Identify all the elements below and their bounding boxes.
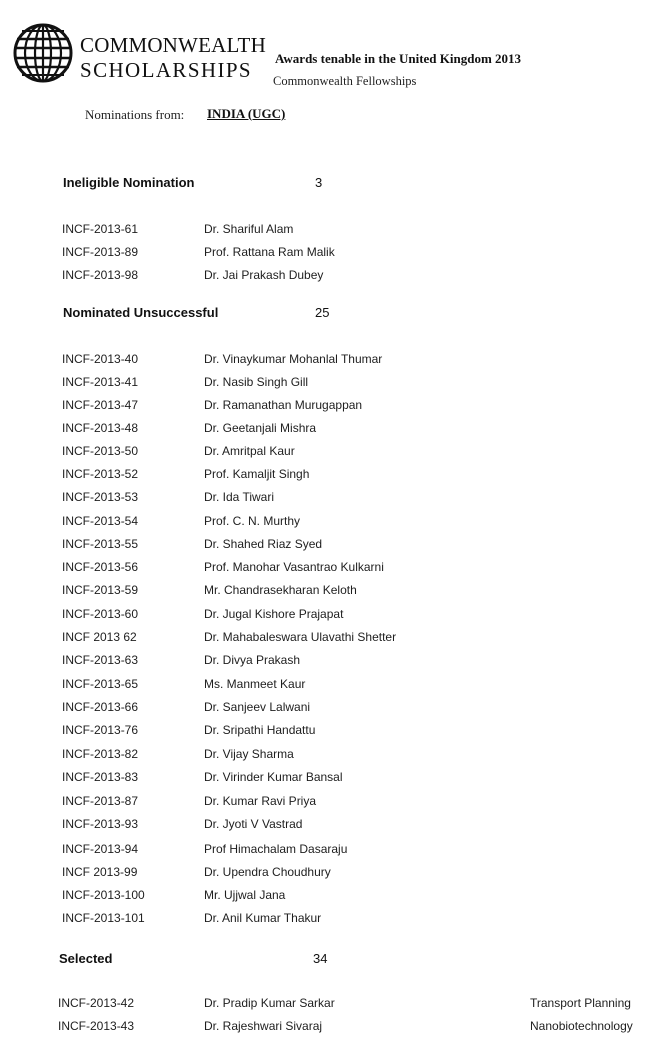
nomination-id: INCF-2013-93	[62, 817, 139, 831]
nominee-name: Dr. Mahabaleswara Ulavathi Shetter	[204, 630, 397, 644]
nominee-name: Prof. C. N. Murthy	[204, 514, 301, 528]
list-item	[0, 996, 650, 1016]
list-item	[0, 268, 650, 288]
nominee-name: Mr. Ujjwal Jana	[204, 888, 286, 902]
nominee-name: Dr. Vijay Sharma	[204, 747, 294, 761]
nomination-id: INCF-2013-43	[58, 1019, 135, 1033]
nomination-id: INCF-2013-40	[62, 352, 139, 366]
nomination-id: INCF-2013-52	[62, 467, 139, 481]
nomination-id: INCF-2013-98	[62, 268, 139, 282]
nominee-name: Ms. Manmeet Kaur	[204, 677, 306, 691]
nominee-name: Dr. Sanjeev Lalwani	[204, 700, 311, 714]
section-heading-unsuccessful: Nominated Unsuccessful	[63, 305, 219, 320]
list-item	[0, 583, 650, 603]
nominee-name: Dr. Shariful Alam	[204, 222, 294, 236]
nominee-name: Dr. Ida Tiwari	[204, 490, 275, 504]
section-count-selected: 34	[313, 951, 328, 966]
nomination-id: INCF-2013-56	[62, 560, 139, 574]
logo-wordmark-line1: COMMONWEALTH	[80, 33, 266, 57]
list-item	[0, 1019, 650, 1039]
list-item	[0, 444, 650, 464]
nominations-label: Nominations from:	[85, 107, 185, 122]
list-item	[0, 560, 650, 580]
list-item	[0, 222, 650, 242]
nominations-country: INDIA (UGC)	[207, 106, 286, 121]
nominee-name: Prof. Manohar Vasantrao Kulkarni	[204, 560, 384, 574]
nomination-id: INCF-2013-63	[62, 653, 139, 667]
nomination-id: INCF-2013-41	[62, 375, 139, 389]
nomination-id: INCF-2013-65	[62, 677, 139, 691]
nomination-id: INCF-2013-54	[62, 514, 139, 528]
list-item	[0, 537, 650, 557]
list-item	[0, 677, 650, 697]
list-item	[0, 842, 650, 862]
list-item	[0, 653, 650, 673]
nomination-id: INCF-2013-59	[62, 583, 139, 597]
nominee-name: Dr. Ramanathan Murugappan	[204, 398, 363, 412]
nomination-id: INCF-2013-100	[62, 888, 145, 902]
list-item	[0, 245, 650, 265]
nomination-id: INCF-2013-82	[62, 747, 139, 761]
section-heading-ineligible: Ineligible Nomination	[63, 175, 195, 190]
nominee-name: Dr. Jai Prakash Dubey	[204, 268, 324, 282]
nominee-name: Dr. Jugal Kishore Prajapat	[204, 607, 344, 621]
nominee-name: Prof. Kamaljit Singh	[204, 467, 310, 481]
nomination-id: INCF-2013-66	[62, 700, 139, 714]
nomination-id: INCF-2013-48	[62, 421, 139, 435]
nominee-name: Dr. Rajeshwari Sivaraj	[204, 1019, 323, 1033]
list-item	[0, 865, 650, 885]
nomination-id: INCF-2013-61	[62, 222, 139, 236]
section-count-unsuccessful: 25	[315, 305, 330, 320]
nomination-id: INCF-2013-47	[62, 398, 139, 412]
nomination-id: INCF-2013-87	[62, 794, 139, 808]
nomination-id: INCF-2013-50	[62, 444, 139, 458]
nominee-name: Prof. Rattana Ram Malik	[204, 245, 335, 259]
nominee-name: Prof Himachalam Dasaraju	[204, 842, 348, 856]
nominee-name: Dr. Vinaykumar Mohanlal Thumar	[204, 352, 383, 366]
list-item	[0, 747, 650, 767]
nomination-id: INCF-2013-94	[62, 842, 139, 856]
nominee-name: Dr. Shahed Riaz Syed	[204, 537, 323, 551]
list-item	[0, 794, 650, 814]
list-item	[0, 490, 650, 510]
list-item	[0, 770, 650, 790]
list-item	[0, 352, 650, 372]
list-item	[0, 817, 650, 837]
nominee-name: Dr. Virinder Kumar Bansal	[204, 770, 343, 784]
list-item	[0, 911, 650, 931]
nomination-id: INCF-2013-42	[58, 996, 135, 1010]
list-item	[0, 514, 650, 534]
globe-logo-icon	[12, 22, 74, 84]
section-heading-selected: Selected	[59, 951, 113, 966]
logo-wordmark-line2: SCHOLARSHIPS	[80, 58, 253, 82]
nomination-id: INCF-2013-83	[62, 770, 139, 784]
nominee-name: Dr. Sripathi Handattu	[204, 723, 316, 737]
section-count-ineligible: 3	[315, 175, 323, 190]
nominee-name: Dr. Anil Kumar Thakur	[204, 911, 322, 925]
list-item	[0, 375, 650, 395]
nomination-id: INCF 2013 62	[62, 630, 137, 644]
nominee-name: Mr. Chandrasekharan Keloth	[204, 583, 357, 597]
list-item	[0, 700, 650, 720]
list-item	[0, 421, 650, 441]
study-field: Transport Planning	[530, 996, 631, 1010]
nominee-name: Dr. Kumar Ravi Priya	[204, 794, 317, 808]
nominee-name: Dr. Nasib Singh Gill	[204, 375, 309, 389]
list-item	[0, 607, 650, 627]
nomination-id: INCF-2013-60	[62, 607, 139, 621]
nominee-name: Dr. Pradip Kumar Sarkar	[204, 996, 335, 1010]
nomination-id: INCF-2013-101	[62, 911, 145, 925]
nominee-name: Dr. Amritpal Kaur	[204, 444, 295, 458]
nominee-name: Dr. Jyoti V Vastrad	[204, 817, 303, 831]
list-item	[0, 467, 650, 487]
document-title: Awards tenable in the United Kingdom 2013	[275, 51, 522, 66]
list-item	[0, 398, 650, 418]
nomination-id: INCF-2013-76	[62, 723, 139, 737]
nominee-name: Dr. Geetanjali Mishra	[204, 421, 317, 435]
nominee-name: Dr. Divya Prakash	[204, 653, 301, 667]
document-subtitle: Commonwealth Fellowships	[273, 74, 417, 88]
list-item	[0, 630, 650, 650]
nomination-id: INCF-2013-53	[62, 490, 139, 504]
list-item	[0, 723, 650, 743]
nomination-id: INCF-2013-89	[62, 245, 139, 259]
list-item	[0, 888, 650, 908]
nomination-id: INCF 2013-99	[62, 865, 138, 879]
nominee-name: Dr. Upendra Choudhury	[204, 865, 331, 879]
nomination-id: INCF-2013-55	[62, 537, 139, 551]
study-field: Nanobiotechnology	[530, 1019, 633, 1033]
